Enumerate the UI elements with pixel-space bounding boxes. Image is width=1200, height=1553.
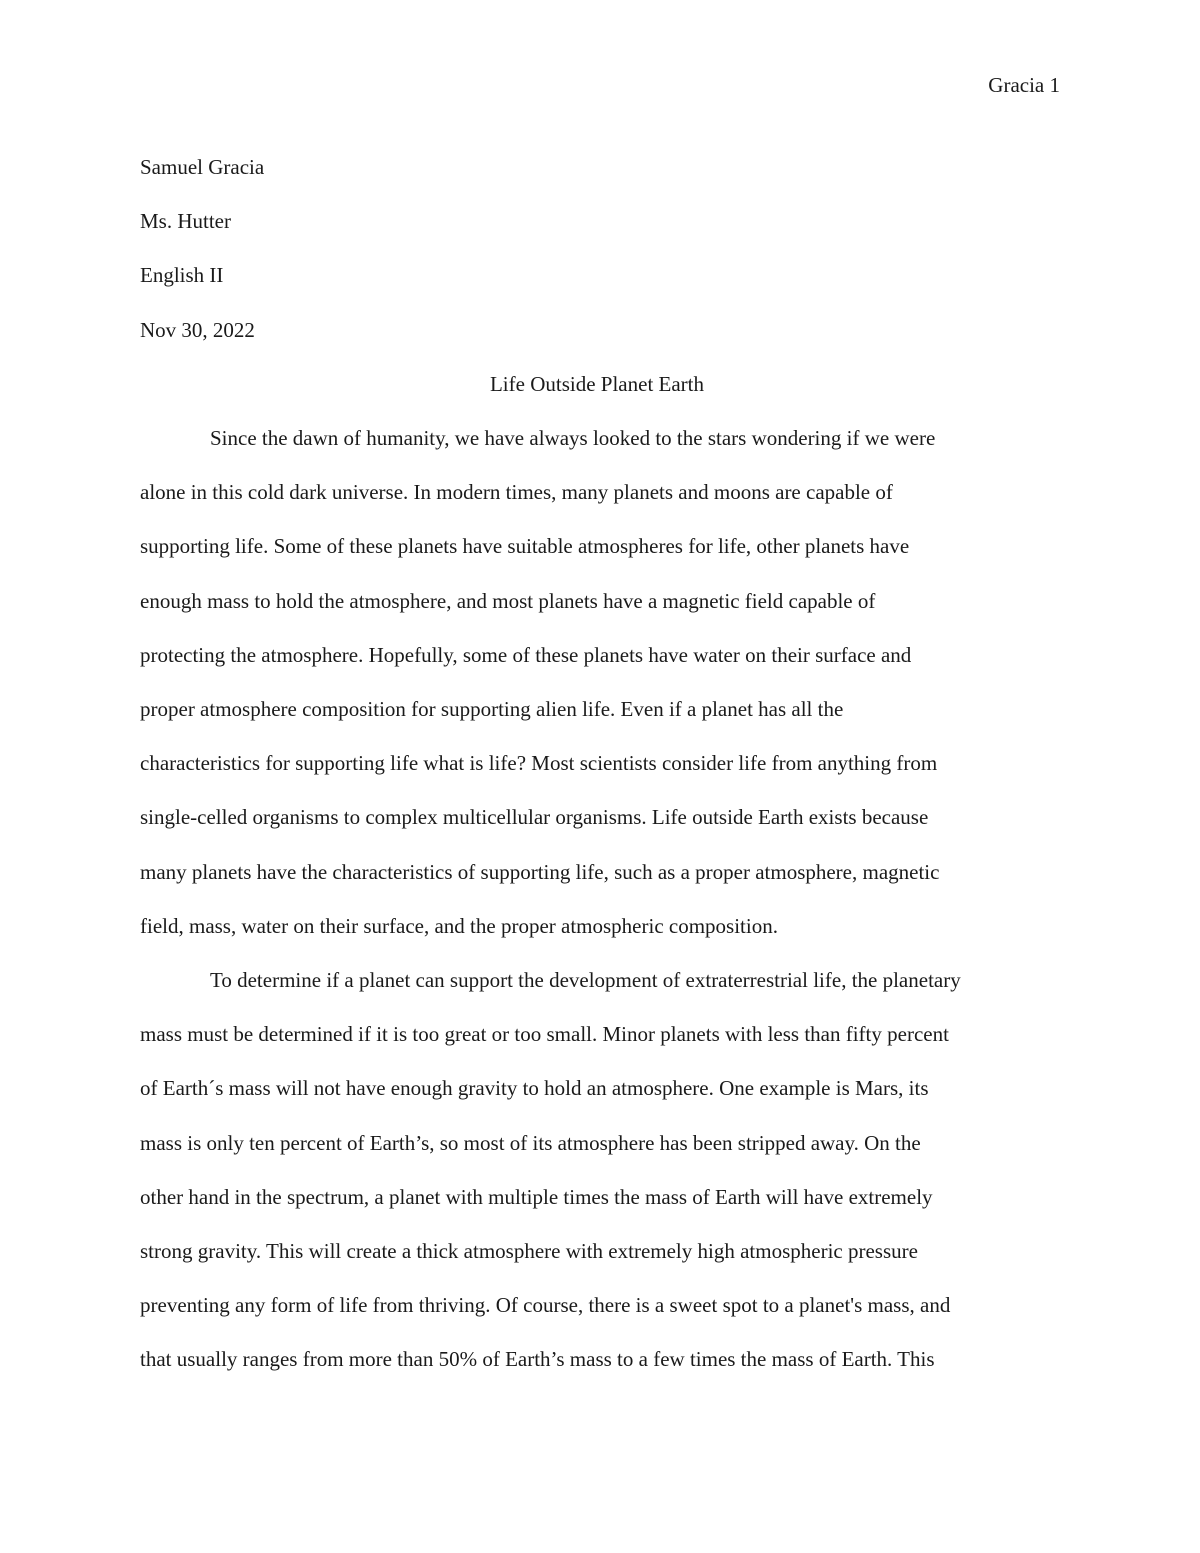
author-name: Samuel Gracia [140, 155, 265, 179]
paragraph-planetary-mass [140, 953, 1054, 1387]
text-line: field, mass, water on their surface, and the proper atmospheric composition. [140, 913, 778, 938]
paragraph-introduction [140, 411, 1054, 953]
text-line: of Earth´s mass will not have enough gravity to hold an atmosphere. One example is Mars, its [140, 1076, 929, 1101]
text-line: strong gravity. This will create a thick atmosphere with extremely high atmospheric pressure [140, 1239, 918, 1264]
text-line: many planets have the characteristics of supporting life, such as a proper atmosphere, magnetic [140, 859, 940, 884]
essay-title: Life Outside Planet Earth [489, 371, 705, 396]
text-line: enough mass to hold the atmosphere, and most planets have a magnetic field capable of [140, 588, 876, 613]
text-line: mass must be determined if it is too great or too small. Minor planets with less than fifty percent [140, 1022, 949, 1047]
text-line: protecting the atmosphere. Hopefully, some of these planets have water on their surface and [140, 642, 912, 667]
text-line: supporting life. Some of these planets have suitable atmospheres for life, other planets have [140, 534, 910, 559]
essay-date: Nov 30, 2022 [140, 317, 255, 342]
text-line: preventing any form of life from thriving. Of course, there is a sweet spot to a planet's mass, and [140, 1293, 951, 1318]
text-line: characteristics for supporting life what is life? Most scientists consider life from anything from [140, 751, 938, 776]
document-body [140, 140, 1054, 1387]
text-line: single-celled organisms to complex multicellular organisms. Life outside Earth exists because [140, 805, 929, 830]
text-line: Since the dawn of humanity, we have always looked to the stars wondering if we were [210, 426, 936, 451]
text-line: mass is only ten percent of Earth’s, so most of its atmosphere has been stripped away. On the [140, 1130, 921, 1155]
text-line: alone in this cold dark universe. In modern times, many planets and moons are capable of [140, 480, 893, 505]
text-line: that usually ranges from more than 50% of Earth’s mass to a few times the mass of Earth. This [140, 1347, 935, 1372]
running-head-page-number: Gracia 1 [988, 73, 1060, 97]
text-line: proper atmosphere composition for supporting alien life. Even if a planet has all the [140, 697, 844, 722]
instructor-name: Ms. Hutter [140, 209, 231, 234]
text-line: To determine if a planet can support the development of extraterrestrial life, the planetary [210, 968, 961, 993]
course-name: English II [140, 263, 224, 288]
text-line: other hand in the spectrum, a planet with multiple times the mass of Earth will have extremely [140, 1184, 933, 1209]
